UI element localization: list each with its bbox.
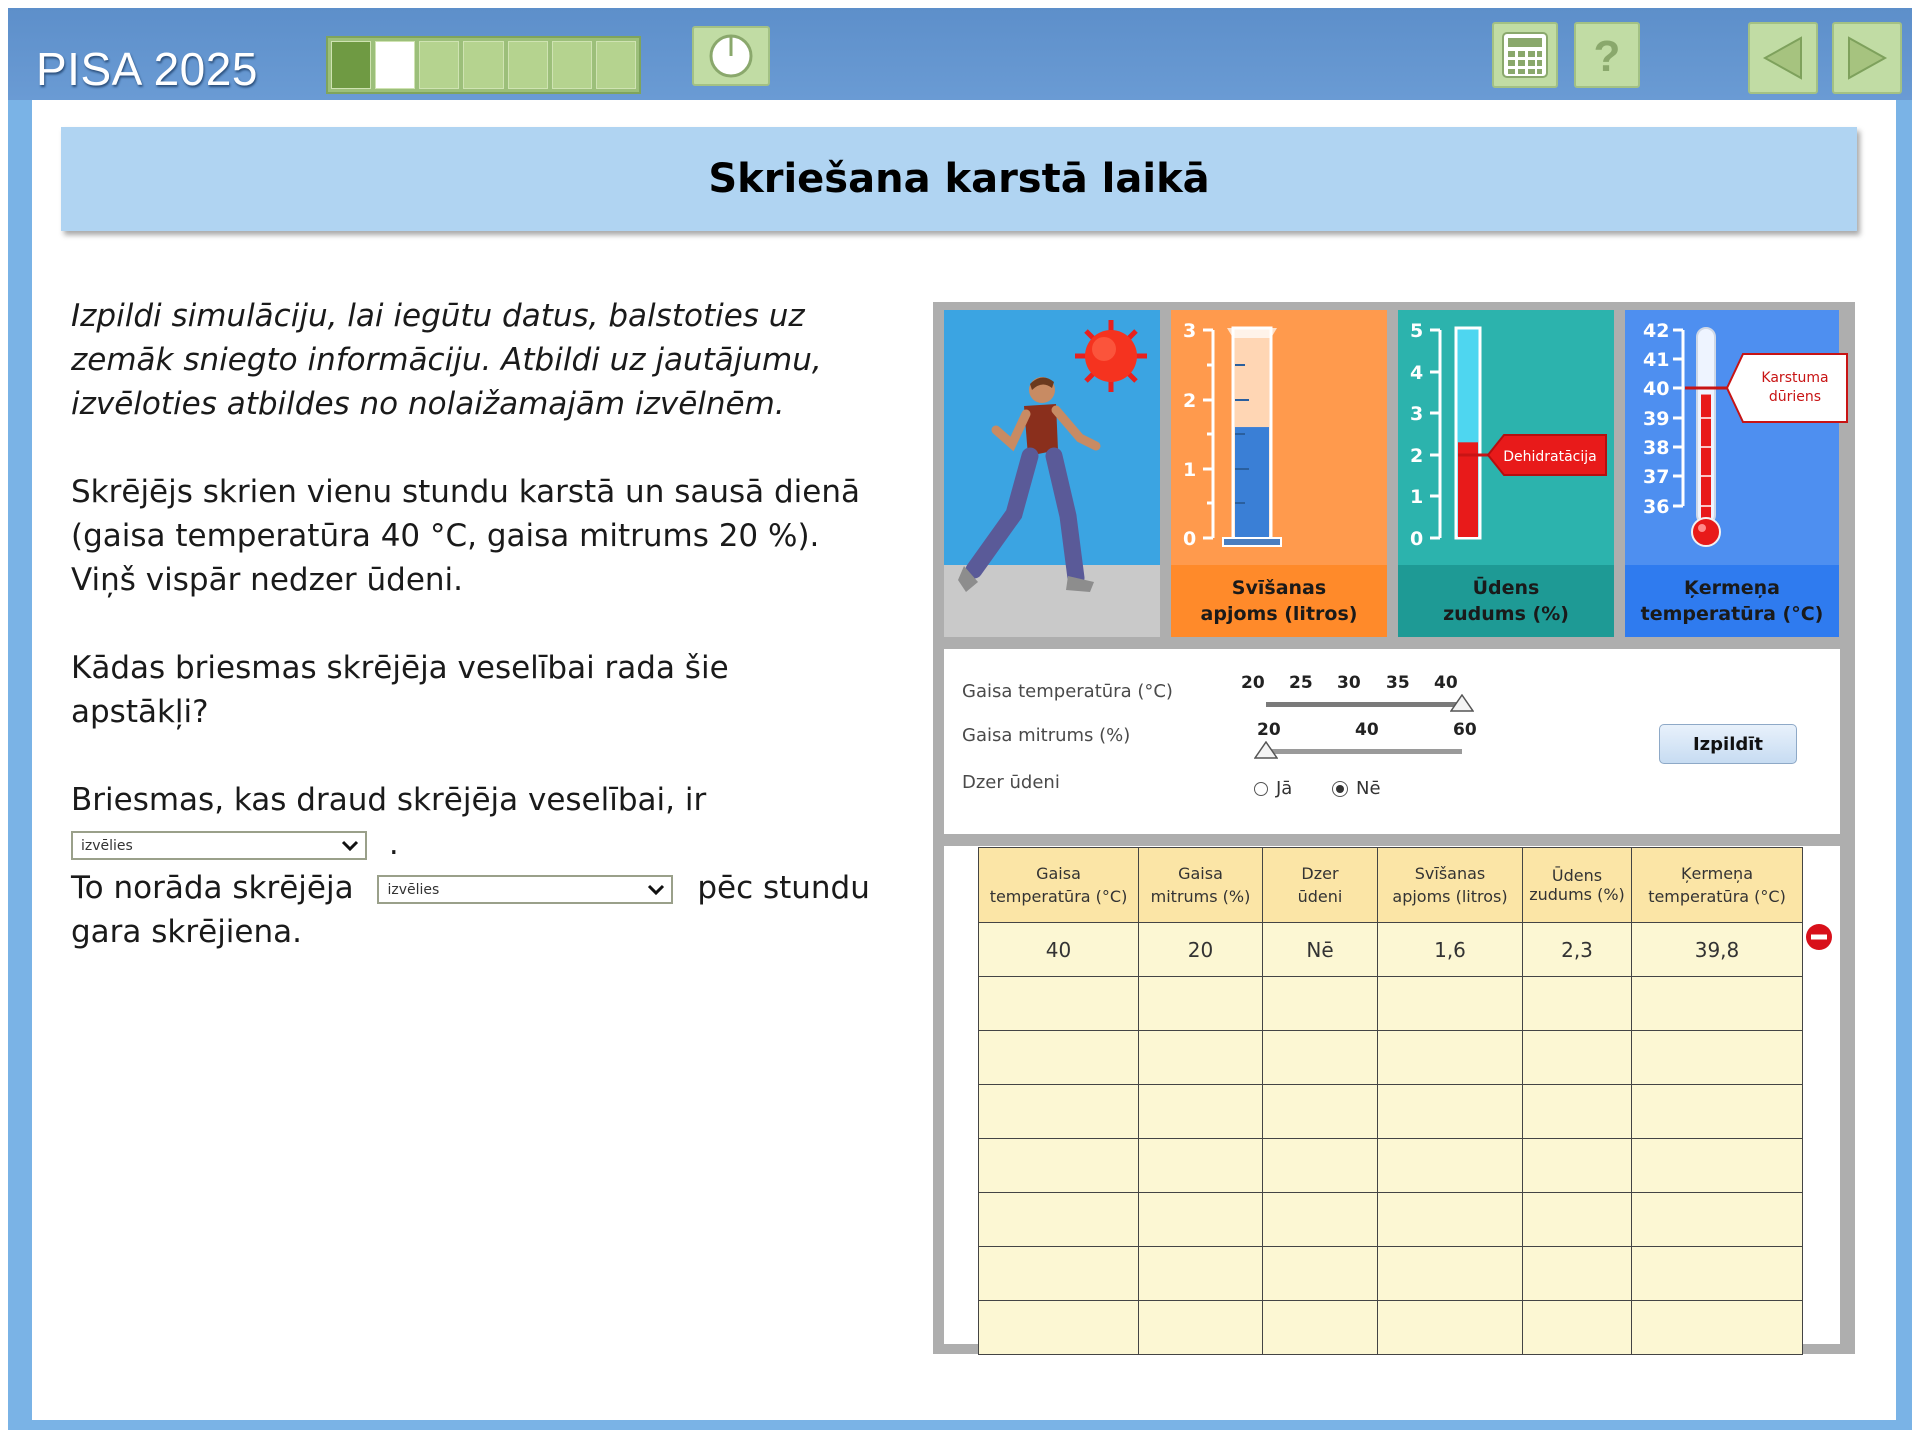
table-cell-empty [1263,1031,1378,1085]
body-temp-tick: 40 [1643,378,1670,400]
sweat-gauge-card [1171,310,1387,637]
runner-illustration [944,310,1160,637]
answer-sentence-1 [71,778,871,822]
body-temperature-gauge-card [1625,310,1839,637]
body-temp-tick: 39 [1643,408,1670,430]
progress-step [463,41,503,89]
col-header-air-temp: Gaisa temperatūra (°C) [979,848,1139,923]
air-temp-slider-track[interactable] [1266,702,1462,707]
results-table [978,847,1803,1355]
table-cell-empty [1523,1247,1632,1301]
radio-checked-icon [1332,781,1348,797]
table-cell-empty [1263,1139,1378,1193]
thermometer [1625,310,1861,565]
table-cell-empty [1378,1139,1523,1193]
table-cell-empty [1378,1085,1523,1139]
progress-step [552,41,592,89]
danger-dropdown-value: izvēlies [81,837,133,854]
humidity-tick: 60 [1453,720,1477,740]
humidity-label: Gaisa mitrums (%) [962,725,1131,746]
table-row-empty [979,1031,1803,1085]
sentence-2-end: pēc stundu gara skrējiena. [71,870,870,950]
table-row-empty [979,1247,1803,1301]
table-cell-empty [1632,1031,1803,1085]
table-cell: 20 [1139,923,1263,977]
body-temp-tick: 42 [1643,320,1670,342]
table-cell-empty [1139,1247,1263,1301]
results-panel [944,846,1840,1344]
simulation-controls [944,649,1840,834]
progress-step [596,41,636,89]
sweat-level-fill [1235,427,1269,537]
table-cell-empty [1263,1085,1378,1139]
table-cell-empty [1632,1139,1803,1193]
table-row [979,923,1803,977]
table-cell-empty [1263,1301,1378,1355]
table-cell-empty [1378,1031,1523,1085]
body-temp-label-line1: Ķermeņa [1683,577,1780,599]
back-button[interactable] [1748,22,1818,94]
table-cell-empty [1139,1031,1263,1085]
chevron-down-icon [341,840,359,852]
back-arrow-icon [1755,30,1811,86]
humidity-tick: 20 [1257,720,1281,740]
air-temp-tick: 30 [1337,673,1361,693]
answer-line-dropdown-1 [71,822,871,866]
air-temp-tick: 35 [1386,673,1410,693]
water-loss-tick: 2 [1410,445,1424,467]
table-cell: 40 [979,923,1139,977]
progress-step [508,41,548,89]
water-yes-label: Jā [1276,778,1293,799]
table-row-empty [979,1139,1803,1193]
next-arrow-icon [1839,30,1895,86]
indicator-dropdown-value: izvēlies [387,881,440,898]
water-loss-tick: 0 [1410,528,1424,550]
table-cell-empty [1632,1193,1803,1247]
sentence-1-text: Briesmas, kas draud skrējēja veselībai, ir [71,782,707,818]
help-icon [1581,29,1633,81]
humidity-slider-track[interactable] [1266,749,1462,754]
table-cell-empty [979,1031,1139,1085]
table-header-row [979,848,1803,923]
water-loss-tick: 4 [1410,362,1424,384]
table-row-empty [979,1301,1803,1355]
dehydration-marker-label: Dehidratācija [1503,449,1597,465]
humidity-tick: 40 [1355,720,1379,740]
heatstroke-marker [1727,354,1847,422]
table-cell-empty [1523,1031,1632,1085]
header-bar [8,8,1912,100]
calculator-button[interactable] [1492,22,1558,88]
table-cell-empty [1378,1193,1523,1247]
table-cell-empty [1523,1193,1632,1247]
question-text [71,294,871,954]
next-button[interactable] [1832,22,1902,94]
col-header-drink-water: Dzer ūdeni [1263,848,1378,923]
air-temp-tick: 25 [1289,673,1313,693]
scenario-text: Skrējējs skrien vienu stundu karstā un sausā dienā (gaisa temperatūra 40 °C, gaisa mitrums 20 %). Viņš vispār nedzer ūdeni. [71,474,861,598]
water-loss-fill [1458,442,1478,537]
table-cell: Nē [1263,923,1378,977]
help-button[interactable] [1574,22,1640,88]
danger-dropdown[interactable] [71,831,367,860]
table-cell-empty [979,1301,1139,1355]
table-cell-empty [1139,1193,1263,1247]
body-temp-label-line2: temperatūra (°C) [1640,603,1824,625]
brand-title: PISA 2025 [36,43,258,95]
table-cell-empty [1523,1301,1632,1355]
table-row-empty [979,977,1803,1031]
body-temperature-gauge-label [1625,565,1839,637]
table-cell: 1,6 [1378,923,1523,977]
water-option-yes[interactable] [1254,778,1292,799]
table-row-empty [979,1085,1803,1139]
air-temp-tick: 20 [1241,673,1265,693]
table-cell-empty [1523,977,1632,1031]
col-header-sweat: Svīšanas apjoms (litros) [1378,848,1523,923]
body-temp-tick: 36 [1643,496,1670,518]
sweat-tick: 1 [1183,459,1197,481]
table-row-empty [979,1193,1803,1247]
table-cell: 2,3 [1523,923,1632,977]
table-cell-empty [1263,1193,1378,1247]
progress-step [375,41,415,89]
calculator-icon [1499,29,1551,81]
air-temp-tick: 40 [1434,673,1458,693]
body-temp-tick: 41 [1643,349,1670,371]
table-cell-empty [1632,1301,1803,1355]
table-cell-empty [1632,1247,1803,1301]
table-cell-empty [979,1193,1139,1247]
radio-unchecked-icon [1254,782,1268,796]
progress-step [331,41,371,89]
col-header-body-temp: Ķermeņa temperatūra (°C) [1632,848,1803,923]
col-header-water-loss: Ūdens zudums (%) [1523,848,1632,923]
timer-button[interactable] [692,26,770,86]
sweat-label-line2: apjoms (litros) [1200,603,1358,625]
table-cell-empty [1378,1301,1523,1355]
water-loss-gauge-card [1398,310,1614,637]
air-temp-slider-handle[interactable] [1450,694,1474,712]
table-cell-empty [1523,1085,1632,1139]
sweat-tick: 0 [1183,528,1197,550]
water-loss-tick: 5 [1410,320,1424,342]
answer-sentence-2 [71,866,871,954]
sun-icon [1075,320,1147,392]
col-header-humidity: Gaisa mitrums (%) [1139,848,1263,923]
table-cell-empty [1139,977,1263,1031]
sweat-tick: 2 [1183,390,1197,412]
water-loss-tick: 1 [1410,486,1424,508]
table-cell-empty [1523,1139,1632,1193]
table-cell: 39,8 [1632,923,1803,977]
table-cell-empty [979,1247,1139,1301]
instructions: Izpildi simulāciju, lai iegūtu datus, balstoties uz zemāk sniegto informāciju. Atbildi uz jautājumu, izvēloties atbildes no nolaižamajām izvēlnēm. [71,298,822,422]
table-cell-empty [1139,1085,1263,1139]
table-cell-empty [1378,977,1523,1031]
progress-indicator [326,36,641,94]
water-label: Dzer ūdeni [962,772,1060,793]
progress-step [419,41,459,89]
water-loss-label-line1: Ūdens [1472,577,1540,599]
measuring-cylinder [1171,310,1387,565]
table-cell-empty [1263,977,1378,1031]
table-cell-empty [979,1085,1139,1139]
humidity-slider-handle[interactable] [1254,741,1278,759]
table-cell-empty [1632,977,1803,1031]
body-temp-tick: 37 [1643,466,1670,488]
heatstroke-marker-line2: dūriens [1768,389,1822,405]
sweat-gauge-label [1171,565,1387,637]
run-button[interactable]: Izpildīt [1659,724,1797,764]
page-title-bar [61,127,1857,231]
page-title: Skriešana karstā laikā [708,156,1210,202]
water-loss-meter [1398,310,1614,565]
sentence-2-start: To norāda skrējēja [71,870,354,906]
body-temp-tick: 38 [1643,437,1670,459]
chevron-down-icon [647,884,665,896]
table-cell-empty [979,1139,1139,1193]
sweat-label-line1: Svīšanas [1231,577,1327,599]
table-cell-empty [1378,1247,1523,1301]
table-cell-empty [1139,1139,1263,1193]
water-option-no[interactable] [1332,778,1381,799]
runner-figure [958,377,1096,592]
water-loss-tick: 3 [1410,403,1424,425]
table-cell-empty [1632,1085,1803,1139]
water-loss-gauge-label [1398,565,1614,637]
table-cell-empty [1263,1247,1378,1301]
water-loss-label-line2: zudums (%) [1443,603,1569,625]
svg-text:?: ? [1593,32,1621,81]
table-cell-empty [1139,1301,1263,1355]
question-prompt: Kādas briesmas skrējēja veselībai rada šie apstākļi? [71,650,729,730]
table-cell-empty [979,977,1139,1031]
delete-row-icon[interactable] [1805,923,1833,951]
sentence-period: . [388,826,399,862]
water-no-label: Nē [1356,778,1381,799]
air-temp-label: Gaisa temperatūra (°C) [962,681,1173,702]
sweat-tick: 3 [1183,320,1197,342]
heatstroke-marker-line1: Karstuma [1761,370,1829,386]
indicator-dropdown[interactable] [377,875,673,904]
timer-icon [707,32,755,80]
runner-scene [944,310,1160,637]
